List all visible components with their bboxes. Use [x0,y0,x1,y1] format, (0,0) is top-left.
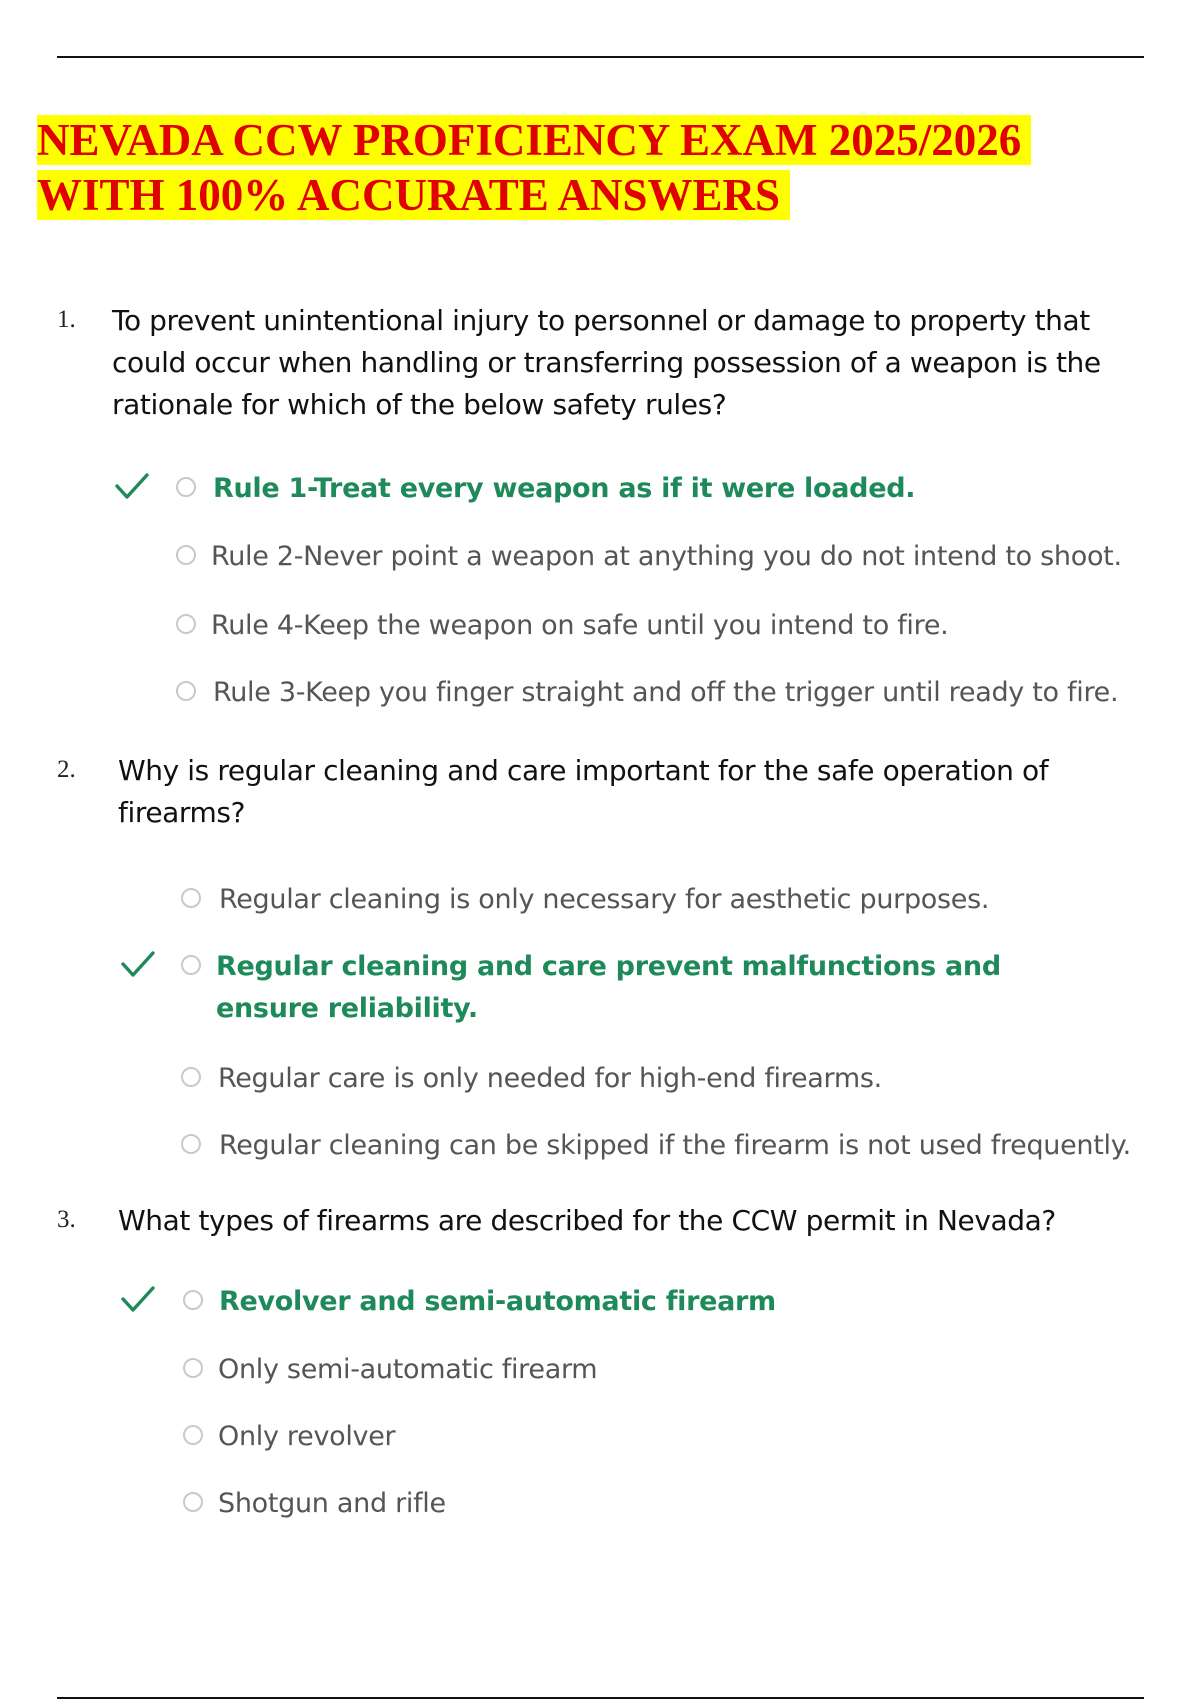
radio-button[interactable] [183,1290,203,1310]
checkmark-icon [112,466,152,506]
answer-option[interactable] [0,603,1200,651]
question-text: Why is regular cleaning and care important for the safe operation of firearms? [118,754,1049,829]
option-label: Only semi-automatic firearm [218,1354,598,1385]
answer-option-correct[interactable] [0,1279,1200,1327]
radio-button[interactable] [181,1067,201,1087]
option-label: Revolver and semi-automatic firearm [219,1286,776,1317]
radio-button[interactable] [181,888,201,908]
radio-button[interactable] [176,477,196,497]
radio-button[interactable] [176,681,196,701]
checkmark-icon [118,1279,158,1319]
radio-button[interactable] [181,955,201,975]
answer-option-correct[interactable] [0,944,1200,1024]
option-label: Rule 3-Keep you finger straight and off the trigger until ready to fire. [213,677,1119,708]
top-divider [57,56,1144,58]
title-line-1: NEVADA CCW PROFICIENCY EXAM 2025/2026 [37,115,1031,165]
document-title [37,113,1031,223]
answer-option[interactable] [0,670,1200,718]
answer-option[interactable] [0,877,1200,925]
question-number: 2. [57,756,76,783]
title-line-2: WITH 100% ACCURATE ANSWERS [37,170,790,220]
answer-option[interactable] [0,1123,1200,1171]
radio-button[interactable] [176,545,196,565]
question-text: To prevent unintentional injury to personnel or damage to property that could occur when handling or transferring possession of a weapon is the rationale for which of the below safety rules? [112,304,1101,421]
answer-option[interactable] [0,1347,1200,1395]
radio-button[interactable] [183,1358,203,1378]
radio-button[interactable] [183,1492,203,1512]
checkmark-icon [118,944,158,984]
question-text: What types of firearms are described for the CCW permit in Nevada? [118,1204,1056,1237]
option-label: Rule 1-Treat every weapon as if it were loaded. [213,473,916,504]
option-label: Only revolver [218,1421,396,1452]
question-number: 3. [57,1206,76,1233]
option-label: Rule 4-Keep the weapon on safe until you intend to fire. [211,610,949,641]
answer-option[interactable] [0,534,1200,582]
option-label: Regular cleaning is only necessary for aesthetic purposes. [219,884,990,915]
answer-option[interactable] [0,1481,1200,1529]
option-label: Rule 2-Never point a weapon at anything you do not intend to shoot. [211,541,1122,572]
option-label: Regular care is only needed for high-end firearms. [218,1063,882,1094]
option-label: Regular cleaning can be skipped if the firearm is not used frequently. [219,1130,1131,1161]
radio-button[interactable] [183,1425,203,1445]
bottom-divider [57,1697,1144,1699]
radio-button[interactable] [176,614,196,634]
answer-option-correct[interactable] [0,466,1200,514]
answer-option[interactable] [0,1414,1200,1462]
option-label: Shotgun and rifle [218,1488,446,1519]
answer-option[interactable] [0,1056,1200,1104]
radio-button[interactable] [181,1134,201,1154]
option-label: Regular cleaning and care prevent malfunctions and ensure reliability. [216,951,1001,1024]
question-number: 1. [57,306,76,333]
